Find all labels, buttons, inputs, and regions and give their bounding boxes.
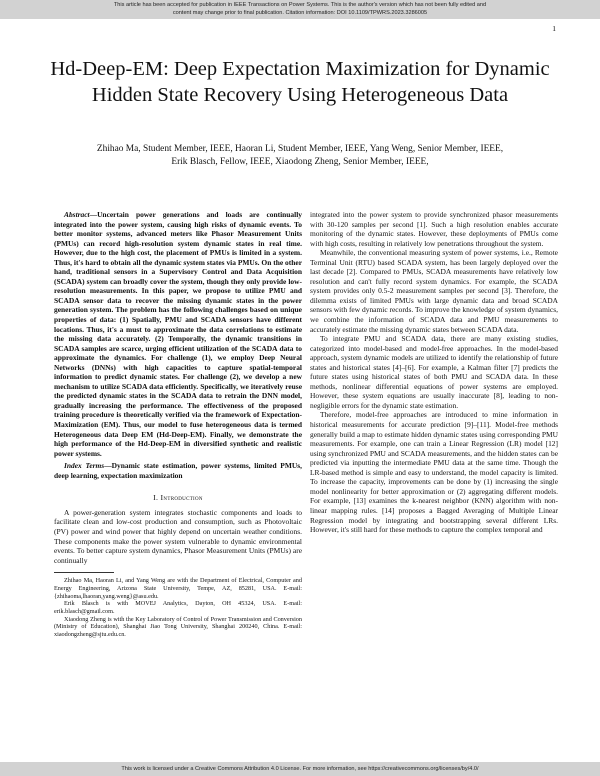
index-terms-text: —Dynamic state estimation, power systems, limited PMUs, deep learning, expectation maximization bbox=[54, 461, 302, 480]
right-column bbox=[310, 210, 558, 535]
paper-title: Hd-Deep-EM: Deep Expectation Maximization for Dynamic Hidden State Recovery Using Heterogeneous Data bbox=[50, 58, 550, 106]
right-paragraph-3: To integrate PMU and SCADA data, there are many existing studies, categorized into model-based and model-free approaches. In the model-based approach, system dynamic models are utilized to identify the relationship of future states and historical states [4]–[6]. For example, a Kalman filter [7] predicts the future states using historical states of both PMU and SCADA data. In these methods, nonlinear differential equations of power systems are employed. However, these system equations are usually inaccurate [8], leading to non-negligible errors for the dynamic state estimation. bbox=[310, 334, 558, 410]
intro-paragraph-1: A power-generation system integrates stochastic components and loads to facilitate clean and low-cost production and consumption, such as Photovoltaic (PV) power and wind power that highly depend on uncertain weather conditions. These components make the power system vulnerable to dynamic environmental events. To better capture system dynamics, Phasor Measurement Units (PMUs) are continually bbox=[54, 507, 302, 565]
abstract-text: —Uncertain power generations and loads are continually integrated into the power system, causing high risks of dynamic events. To better monitor systems, advanced meters like Phasor Measurement Units (PMUs) can record high-resolution system dynamic states in real time. However, due to the high cost, the placement of PMUs is limited in a system. Thus, it's hard to obtain all the dynamic system states via PMUs. On the other hand, traditional sensors in a Supervisory Control and Data Acquisition (SCADA) system can broadly cover the system, though they only provide low-resolution measurements. In this paper, we propose to utilize PMU and SCADA sensor data to recover the missing dynamic states in the power generation system. The problem has the following challenges based on unique properties of data: (1) Spatially, PMU and SCADA sensors have different locations. Thus, it's a must to approximate the data correlations to estimate the missing data accurately. (2) Temporally, the dynamic transitions in SCADA samples are scarce, urging efficient utilization of the SCADA data to approximate the dynamics. For challenge (1), we employ Deep Neural Networks (DNNs) with high capacities to capture spatial-temporal information to predict dynamic states. For challenge (2), we develop a new mechanism to utilize SCADA data efficiently. Specifically, we iteratively reuse the predicted dynamic states in the SCADA data to retrain the DNN model, gradually increasing the performance. The effectiveness of the proposed training procedure is theoretically verified via the framework of Expectation-Maximization (EM). Thus, our model to fuse heterogeneous data is termed Heterogeneous data Deep EM (Hd-Deep-EM). Finally, we demonstrate the high performance of the Hd-Deep-EM in diversified synthetic and realistic power systems. bbox=[54, 210, 302, 458]
footnote-2: Erik Blasch is with MOVEJ Analytics, Dayton, OH 45324, USA. E-mail: erik.blasch@gmail.com. bbox=[54, 600, 302, 615]
footnote-1: Zhihao Ma, Haoran Li, and Yang Weng are with the Department of Electrical, Computer and Energy Engineering, Arizona State University, Tempe, AZ, 85281, USA. E-mail: {zhihaoma,lhaoran,yang.weng}@asu.edu. bbox=[54, 577, 302, 600]
index-terms bbox=[54, 461, 302, 480]
footnote-3: Xiaodong Zheng is with the Key Laboratory of Control of Power Transmission and Conversion (Ministry of Education), Shanghai Jiao Tong University, Shanghai 200240, China. E-mail: xiaodongzheng@sjtu.edu.cn. bbox=[54, 615, 302, 639]
right-paragraph-1: integrated into the power system to provide synchronized phasor measurements with 30-120 samples per second [1]. Such a high resolution enables accurate monitoring of the dynamic states. However, these deployments of PMUs come with high costs, resulting in relatively low penetrations throughout the system. bbox=[310, 210, 558, 248]
index-terms-label: Index Terms bbox=[64, 461, 105, 471]
left-column bbox=[54, 210, 302, 639]
footnotes bbox=[54, 577, 302, 639]
abstract-label: Abstract bbox=[64, 210, 90, 219]
right-paragraph-4: Therefore, model-free approaches are introduced to mine information in historical measurements for accurate prediction [9]–[11]. Model-free methods generally build a map to estimate hidden dynamic states using corresponding PMU measurements. For example, one can train a Linear Regression (LR) model [12] using synchronized PMU and SCADA measurements, and the hidden states can be predicted via inputting the intermediate PMU data at the same time. Though the LR-based method is simple and easy to understand, the model capacity is limited. To increase the capacity, improvements can be done by (1) increasing the single model nonlinearity for better approximation or (2) aggregating different models. For example, [13] examines the k-nearest neighbor (KNN) algorithm with non-linear mapping rules. [14] proposes a Bagged Averaging of Multiple Linear Regression model by integrating and bootstrapping several different LRs. However, it's still hard for these methods to capture the complex temporal and bbox=[310, 410, 558, 535]
abstract bbox=[54, 210, 302, 458]
banner-line-2: content may change prior to final publication. Citation information: DOI 10.1109/TPWRS.2023.3286005 bbox=[172, 9, 428, 16]
publication-banner bbox=[0, 0, 600, 19]
banner-line-1: This article has been accepted for publication in IEEE Transactions on Power Systems. This is the author's version which has not been fully edited and bbox=[113, 2, 487, 8]
author-list bbox=[40, 143, 560, 169]
section-heading-introduction: I. Introduction bbox=[153, 493, 203, 503]
authors-line-2: Erik Blasch, Fellow, IEEE, Xiaodong Zheng, Senior Member, IEEE, bbox=[171, 157, 429, 167]
license-footer: This work is licensed under a Creative Commons Attribution 4.0 License. For more information, see https://creativecommons.org/licenses/by/4.0/ bbox=[0, 762, 600, 776]
authors-line-1: Zhihao Ma, Student Member, IEEE, Haoran Li, Student Member, IEEE, Yang Weng, Senior Member, IEEE, bbox=[96, 144, 504, 154]
page-number: 1 bbox=[552, 24, 556, 33]
right-paragraph-2: Meanwhile, the conventional measuring system of power systems, i.e., Remote Terminal Unit (RTU) based SCADA system, has been largely deployed over the last decade [2]. Compared to PMUs, SCADA measurements have relatively low resolution and can't fully record system dynamics. For example, the SCADA system provides only 0.5-2 measurement samples per second [3]. Therefore, the dilemma exists of limited PMUs with large dynamic data and broad SCADA sensors with few dynamic records. To improve the knowledge of system dynamics, we combine the information of SCADA data and PMU measurements to accurately estimate the missing dynamic states between SCADA data. bbox=[310, 248, 558, 334]
footnote-rule bbox=[54, 572, 114, 573]
